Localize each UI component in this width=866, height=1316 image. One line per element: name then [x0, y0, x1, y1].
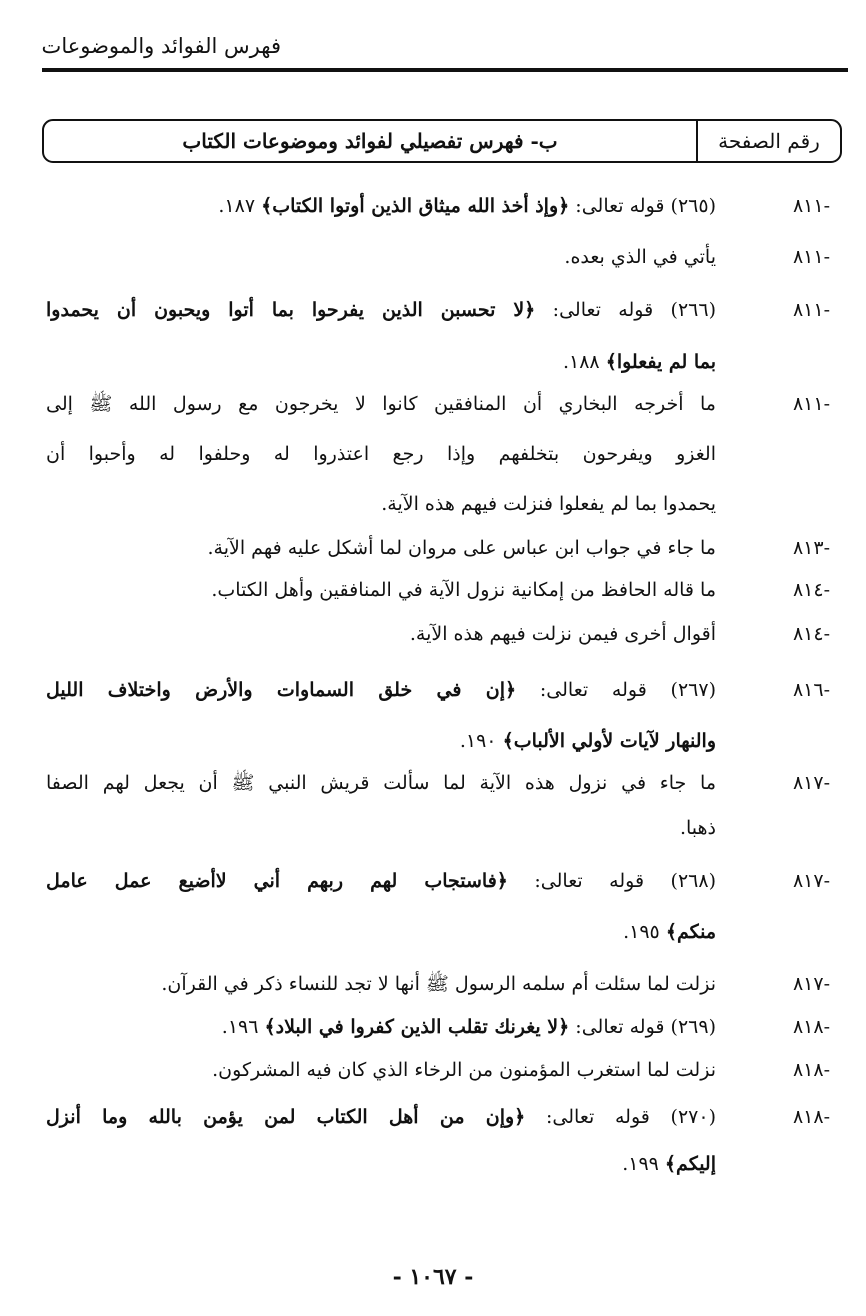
quran-verse: ﴿فاستجاب لهم ربهم أني لاأضيع عمل عامل — [46, 870, 508, 892]
entry-text: ١٩٦. — [221, 1016, 265, 1038]
entry-text-line — [46, 1007, 716, 1047]
entry-page-ref: -٨١٤ — [792, 623, 830, 645]
entry-page-ref: -٨١٦ — [792, 679, 830, 701]
entry-text-line — [46, 1097, 716, 1137]
quran-verse: ﴿لا يغرنك تقلب الذين كفروا في البلاد﴾ — [264, 1016, 570, 1038]
entry-text: (٢٧٠) قوله تعالى: — [525, 1106, 716, 1128]
entry-text: ١٩٩. — [622, 1153, 665, 1175]
entry-text: ذهبا. — [679, 817, 716, 839]
entry-text-line — [46, 763, 716, 803]
entry-page-ref: -٨١١ — [792, 195, 830, 217]
quran-verse: ﴿لا تحسبن الذين يفرحوا بما أتوا ويحبون أن يحمدوا — [46, 299, 536, 321]
entry-page-ref: -٨١٨ — [792, 1106, 830, 1128]
entry-text-line — [46, 964, 716, 1004]
entry-page-ref: -٨١١ — [792, 393, 830, 415]
entry-text-line — [46, 670, 716, 710]
entry-text: ما أخرجه البخاري أن المنافقين كانوا لا يخرجون مع رسول الله ﷺ إلى — [46, 393, 716, 415]
quran-verse: بما لم يفعلوا﴾ — [605, 351, 716, 373]
entry-text-line — [46, 237, 716, 277]
entry-text: ١٨٨. — [562, 351, 606, 373]
quran-verse: ﴿إن في خلق السماوات والأرض واختلاف الليل — [46, 679, 517, 701]
entry-page-ref: -٨١٧ — [792, 973, 830, 995]
running-header — [0, 34, 866, 74]
page-number: - ١٠٦٧ - — [392, 1264, 474, 1290]
entry-text: نزلت لما سئلت أم سلمه الرسول ﷺ أنها لا تجد للنساء ذكر في القرآن. — [161, 973, 716, 995]
entry-text-line — [46, 614, 716, 654]
column-divider — [696, 121, 698, 161]
quran-verse: ﴿وإن من أهل الكتاب لمن يؤمن بالله وما أنزل — [46, 1106, 526, 1128]
entry-page-ref: -٨١٣ — [792, 537, 830, 559]
page-number-column-label: رقم الصفحة — [718, 129, 820, 153]
entry-page-ref: -٨١٨ — [792, 1059, 830, 1081]
entry-text-line — [46, 1050, 716, 1090]
entry-text-line — [46, 1144, 716, 1184]
running-title: فهرس الفوائد والموضوعات — [41, 34, 281, 58]
entry-text: ما قاله الحافظ من إمكانية نزول الآية في المنافقين وأهل الكتاب. — [211, 579, 716, 601]
entry-text: الغزو ويفرحون بتخلفهم وإذا رجع اعتذروا له وحلفوا له وأحبوا أن — [46, 443, 716, 465]
entry-text: ١٩٠. — [459, 730, 503, 752]
entry-text-line — [46, 290, 716, 330]
entry-text: (٢٦٩) قوله تعالى: — [569, 1016, 716, 1038]
entry-text-line — [46, 342, 716, 382]
entry-text: ما جاء في نزول هذه الآية لما سألت قريش النبي ﷺ أن يجعل لهم الصفا — [46, 772, 716, 794]
header-rule — [42, 68, 848, 72]
entry-text-line — [46, 808, 716, 848]
entry-text-line — [46, 434, 716, 474]
entry-text: نزلت لما استغرب المؤمنون من الرخاء الذي كان فيه المشركون. — [212, 1059, 716, 1081]
entry-page-ref: -٨١١ — [792, 246, 830, 268]
entry-text: ١٨٧. — [218, 195, 262, 217]
quran-verse: والنهار لآيات لأولي الألباب﴾ — [502, 730, 716, 752]
entry-text-line — [46, 484, 716, 524]
entry-text-line — [46, 528, 716, 568]
entry-text: (٢٦٧) قوله تعالى: — [516, 679, 716, 701]
entry-text: ما جاء في جواب ابن عباس على مروان لما أشكل عليه فهم الآية. — [207, 537, 716, 559]
entry-page-ref: -٨١٧ — [792, 772, 830, 794]
entry-text: (٢٦٥) قوله تعالى: — [569, 195, 716, 217]
quran-verse: إليكم﴾ — [664, 1153, 716, 1175]
entry-page-ref: -٨١١ — [792, 299, 830, 321]
entry-text: يحمدوا بما لم يفعلوا فنزلت فيهم هذه الآية. — [381, 493, 716, 515]
index-title: ب- فهرس تفصيلي لفوائد وموضوعات الكتاب — [182, 129, 558, 153]
entry-text-line — [46, 186, 716, 226]
entry-text: أقوال أخرى فيمن نزلت فيهم هذه الآية. — [409, 623, 716, 645]
entry-text: يأتي في الذي بعده. — [564, 246, 716, 268]
entry-text-line — [46, 384, 716, 424]
quran-verse: منكم﴾ — [665, 921, 716, 943]
entry-text-line — [46, 912, 716, 952]
entry-text-line — [46, 721, 716, 761]
entry-text: ١٩٥. — [623, 921, 666, 943]
quran-verse: ﴿وإذ أخذ الله ميثاق الذين أوتوا الكتاب﴾ — [261, 195, 570, 217]
index-column-header — [42, 119, 842, 163]
entry-text: (٢٦٨) قوله تعالى: — [507, 870, 716, 892]
entry-text-line — [46, 861, 716, 901]
entry-page-ref: -٨١٧ — [792, 870, 830, 892]
entry-text: (٢٦٦) قوله تعالى: — [535, 299, 716, 321]
entry-text-line — [46, 570, 716, 610]
entry-page-ref: -٨١٨ — [792, 1016, 830, 1038]
entry-page-ref: -٨١٤ — [792, 579, 830, 601]
